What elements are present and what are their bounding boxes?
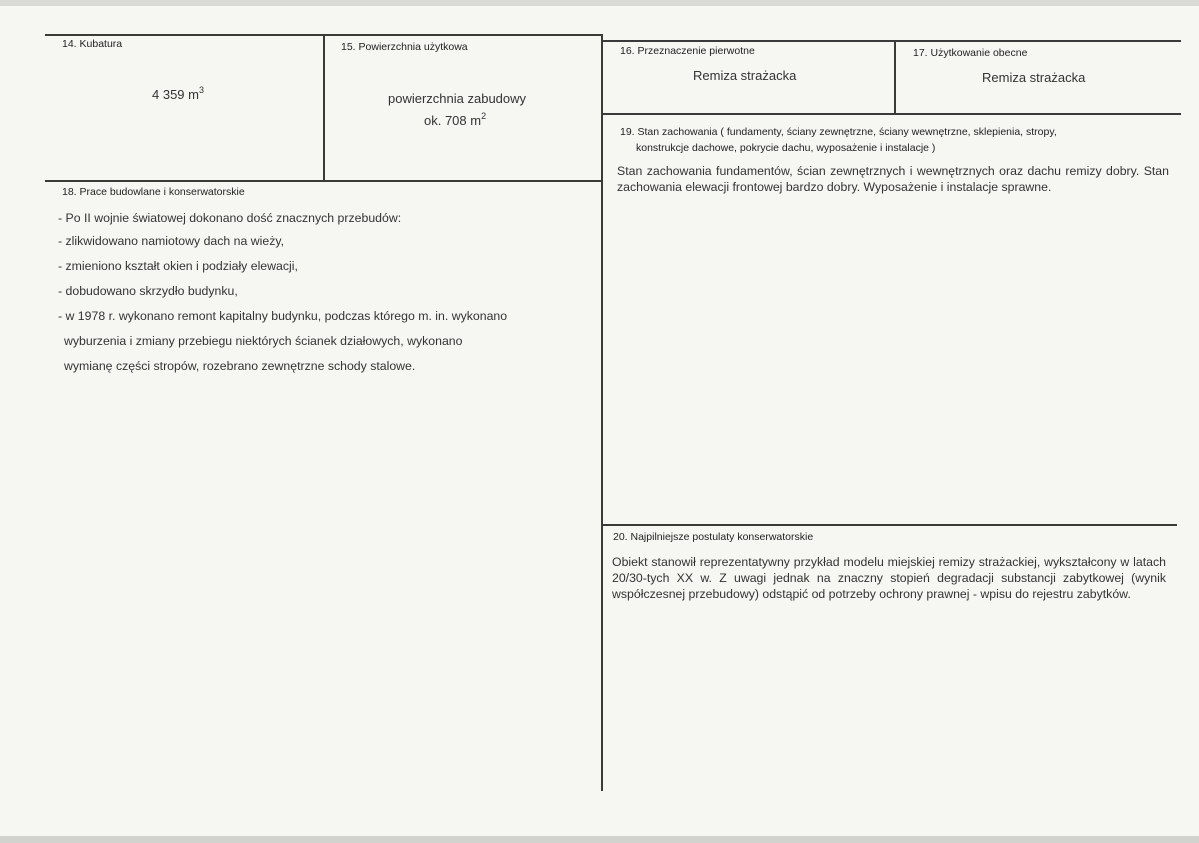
prace-line-4: - dobudowano skrzydło budynku, <box>58 284 238 298</box>
powierzchnia-unit-exponent: 2 <box>481 111 487 121</box>
kubatura-unit-exponent: 3 <box>198 85 204 95</box>
prace-line-2: - zlikwidowano namiotowy dach na wieży, <box>58 234 284 248</box>
prace-label: 18. Prace budowlane i konserwatorskie <box>62 186 245 198</box>
powierzchnia-line1: powierzchnia zabudowy <box>388 91 527 106</box>
prace-line-3: - zmieniono kształt okien i podziały elewacji, <box>58 259 298 273</box>
uzytkowanie-value: Remiza strażacka <box>982 70 1086 85</box>
kubatura-value <box>152 87 204 102</box>
przeznaczenie-value: Remiza strażacka <box>693 68 797 83</box>
stan-label-line2: konstrukcje dachowe, pokrycie dachu, wyposażenie i instalacje ) <box>636 142 936 154</box>
kubatura-label: 14. Kubatura <box>62 38 123 50</box>
stan-text: Stan zachowania fundamentów, ścian zewnętrznych i wewnętrznych oraz dachu remizy dobry. Stan zachowania elewacji frontowej bardzo dobry. Wyposażenie i instalacje sprawne. <box>617 164 1169 194</box>
powierzchnia-label: 15. Powierzchnia użytkowa <box>341 41 468 53</box>
stan-label-line1: 19. Stan zachowania ( fundamenty, ściany zewnętrzne, ściany wewnętrzne, sklepienia, stropy, <box>620 126 1057 138</box>
kubatura-number: 4 359 m <box>152 87 199 102</box>
card-bottom-edge <box>0 836 1199 843</box>
divider-14-15 <box>323 34 325 180</box>
top-rule-right <box>603 40 1181 42</box>
przeznaczenie-label: 16. Przeznaczenie pierwotne <box>620 45 755 57</box>
card-top-edge <box>0 0 1199 6</box>
prace-line-5: - w 1978 r. wykonano remont kapitalny budynku, podczas którego m. in. wykonano <box>58 309 508 323</box>
powierzchnia-line2 <box>424 113 486 128</box>
prace-line-1: - Po II wojnie światowej dokonano dość znacznych przebudów: <box>58 211 402 225</box>
postulaty-label: 20. Najpilniejsze postulaty konserwatorskie <box>613 531 814 543</box>
rule-under-14-15 <box>45 180 601 182</box>
divider-16-17 <box>894 40 896 114</box>
rule-under-16-17 <box>603 113 1181 115</box>
rule-above-20 <box>603 524 1177 526</box>
prace-line-6: wyburzenia i zmiany przebiegu niektórych ścianek działowych, wykonano <box>64 334 463 348</box>
prace-line-7: wymianę części stropów, rozebrano zewnętrzne schody stalowe. <box>64 359 416 373</box>
postulaty-text: Obiekt stanowił reprezentatywny przykład modelu miejskiej remizy strażackiej, wykształcony w latach 20/30-tych XX w. Z uwagi jednak na znaczny stopień degradacji substancji zabytkowej (wynik współczesnej przebudowy) odstąpić od potrzeby ochrony prawnej - wpisu do rejestru zabytków. <box>612 555 1166 601</box>
powierzchnia-number: ok. 708 m <box>424 113 482 128</box>
uzytkowanie-label: 17. Użytkowanie obecne <box>913 47 1028 59</box>
divider-main-vertical <box>601 34 603 791</box>
